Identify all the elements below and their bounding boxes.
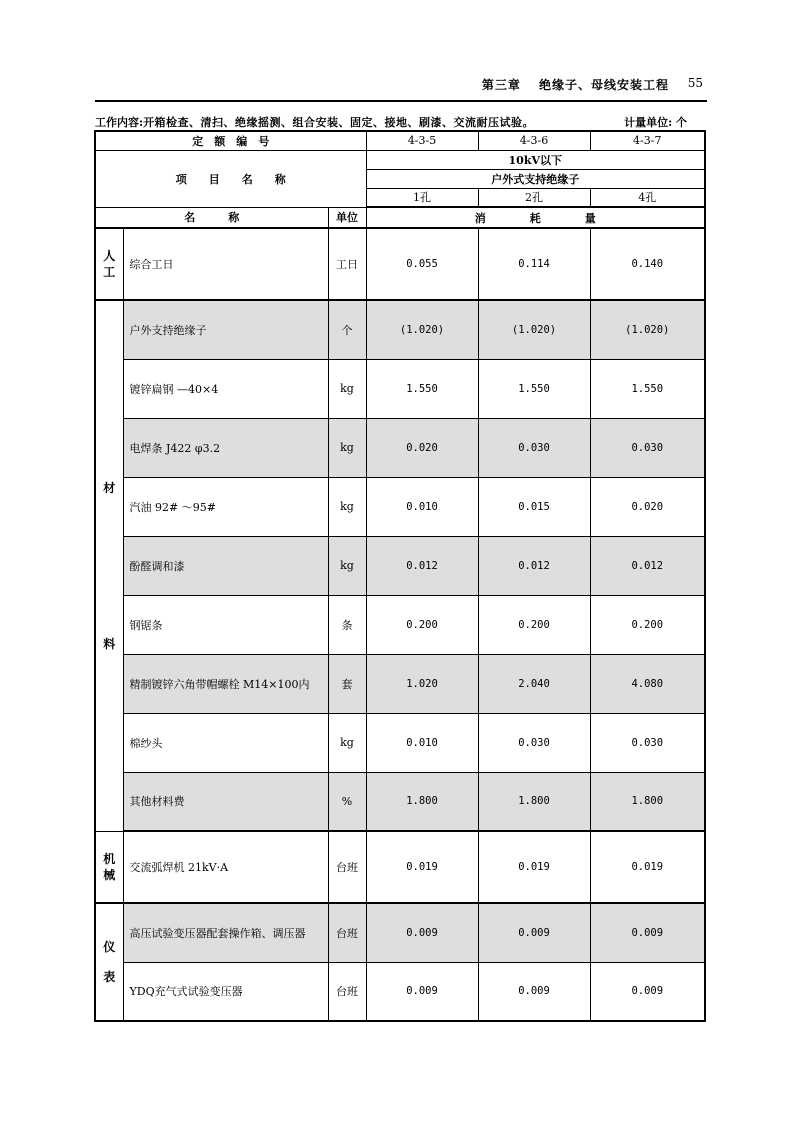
row-value-1: 0.200 <box>366 595 478 654</box>
row-unit: 台班 <box>328 903 366 962</box>
table-row <box>95 359 705 418</box>
code-1: 4-3-5 <box>366 131 478 150</box>
row-value-1: 0.010 <box>366 713 478 772</box>
category-meter-char-2: 表 <box>103 970 116 984</box>
row-unit: 工日 <box>328 228 366 300</box>
row-value-3: 0.009 <box>590 962 705 1021</box>
code-2: 4-3-6 <box>478 131 590 150</box>
col-name-header: 名 称 <box>95 207 328 228</box>
category-material <box>95 300 123 831</box>
hole-2: 2孔 <box>478 188 590 207</box>
row-name: 交流弧焊机 21kV·A <box>123 831 328 903</box>
chapter-title: 第三章 绝缘子、母线安装工程 <box>481 78 669 92</box>
row-unit: 个 <box>328 300 366 359</box>
row-name: 酚醛调和漆 <box>123 536 328 595</box>
work-content-text: 开箱检查、清扫、绝缘摇测、组合安装、固定、接地、刷漆、交流耐压试验。 <box>143 116 535 129</box>
row-name: 其他材料费 <box>123 772 328 831</box>
row-name: 钢锯条 <box>123 595 328 654</box>
row-value-2: 1.550 <box>478 359 590 418</box>
row-value-2: 0.009 <box>478 903 590 962</box>
column-header-row <box>95 207 705 228</box>
row-value-2: 0.015 <box>478 477 590 536</box>
table-row <box>95 300 705 359</box>
row-value-1: 1.550 <box>366 359 478 418</box>
row-value-1: 0.009 <box>366 962 478 1021</box>
row-unit: kg <box>328 536 366 595</box>
row-value-3: 0.140 <box>590 228 705 300</box>
row-value-1: 1.800 <box>366 772 478 831</box>
row-value-3: 1.800 <box>590 772 705 831</box>
category-material-char-1: 材 <box>103 480 116 495</box>
measurement-unit: 计量单位: 个 <box>624 116 687 129</box>
code-3: 4-3-7 <box>590 131 705 150</box>
table-row <box>95 831 705 903</box>
work-content <box>95 114 707 130</box>
quota-number-row <box>95 131 705 150</box>
table-row <box>95 962 705 1021</box>
row-value-1: 0.020 <box>366 418 478 477</box>
row-value-2: (1.020) <box>478 300 590 359</box>
hole-3: 4孔 <box>590 188 705 207</box>
row-value-1: 0.010 <box>366 477 478 536</box>
row-value-1: 0.055 <box>366 228 478 300</box>
quota-table <box>94 130 706 1022</box>
table-row <box>95 713 705 772</box>
row-value-3: (1.020) <box>590 300 705 359</box>
type-header: 户外式支持绝缘子 <box>366 169 705 188</box>
row-name: 汽油 92# ～95# <box>123 477 328 536</box>
row-name: 精制镀锌六角带帽螺栓 M14×100内 <box>123 654 328 713</box>
row-unit: 套 <box>328 654 366 713</box>
category-material-char-2: 料 <box>103 636 116 651</box>
row-value-1: 0.012 <box>366 536 478 595</box>
row-value-2: 0.019 <box>478 831 590 903</box>
row-value-3: 4.080 <box>590 654 705 713</box>
row-unit: 条 <box>328 595 366 654</box>
col-consumption-header: 消 耗 量 <box>366 207 705 228</box>
category-machine-char-2: 械 <box>103 867 116 882</box>
row-name: 户外支持绝缘子 <box>123 300 328 359</box>
work-content-label: 工作内容: <box>95 116 144 129</box>
row-value-3: 0.020 <box>590 477 705 536</box>
table-row <box>95 477 705 536</box>
row-value-2: 1.800 <box>478 772 590 831</box>
col-unit-header: 单位 <box>328 207 366 228</box>
row-value-3: 0.200 <box>590 595 705 654</box>
row-value-3: 0.030 <box>590 418 705 477</box>
row-unit: kg <box>328 418 366 477</box>
row-value-2: 0.200 <box>478 595 590 654</box>
table-row <box>95 903 705 962</box>
hole-1: 1孔 <box>366 188 478 207</box>
item-name-label: 项 目 名 称 <box>95 150 366 207</box>
category-labor-char-1: 人 <box>103 249 116 263</box>
row-unit: % <box>328 772 366 831</box>
row-value-1: 0.019 <box>366 831 478 903</box>
quota-number-label: 定 额 编 号 <box>95 131 366 150</box>
category-labor <box>95 228 123 300</box>
category-meter-char-1: 仪 <box>103 940 116 954</box>
row-value-2: 0.030 <box>478 418 590 477</box>
row-unit: 台班 <box>328 831 366 903</box>
row-value-2: 2.040 <box>478 654 590 713</box>
category-labor-char-2: 工 <box>103 265 116 279</box>
row-value-3: 0.012 <box>590 536 705 595</box>
row-value-1: 0.009 <box>366 903 478 962</box>
table-row <box>95 536 705 595</box>
table-row <box>95 654 705 713</box>
row-value-3: 1.550 <box>590 359 705 418</box>
row-value-3: 0.019 <box>590 831 705 903</box>
row-value-3: 0.009 <box>590 903 705 962</box>
category-meter <box>95 903 123 1021</box>
row-unit: kg <box>328 477 366 536</box>
voltage-header: 10kV以下 <box>366 150 705 169</box>
category-machine <box>95 831 123 903</box>
row-name: 电焊条 J422 φ3.2 <box>123 418 328 477</box>
row-value-2: 0.114 <box>478 228 590 300</box>
row-unit: kg <box>328 713 366 772</box>
row-value-2: 0.009 <box>478 962 590 1021</box>
row-name: 棉纱头 <box>123 713 328 772</box>
voltage-row <box>95 150 705 169</box>
table-row <box>95 228 705 300</box>
table-row <box>95 772 705 831</box>
page-number: 55 <box>687 76 703 90</box>
row-value-1: 1.020 <box>366 654 478 713</box>
row-unit: kg <box>328 359 366 418</box>
row-name: YDQ充气式试验变压器 <box>123 962 328 1021</box>
row-name: 高压试验变压器配套操作箱、调压器 <box>123 903 328 962</box>
page-header <box>95 72 707 102</box>
row-value-2: 0.012 <box>478 536 590 595</box>
row-unit: 台班 <box>328 962 366 1021</box>
row-value-1: (1.020) <box>366 300 478 359</box>
table-row <box>95 595 705 654</box>
row-name: 镀锌扁钢 —40×4 <box>123 359 328 418</box>
table-row <box>95 418 705 477</box>
row-value-2: 0.030 <box>478 713 590 772</box>
row-name: 综合工日 <box>123 228 328 300</box>
category-machine-char-1: 机 <box>103 851 116 866</box>
row-value-3: 0.030 <box>590 713 705 772</box>
